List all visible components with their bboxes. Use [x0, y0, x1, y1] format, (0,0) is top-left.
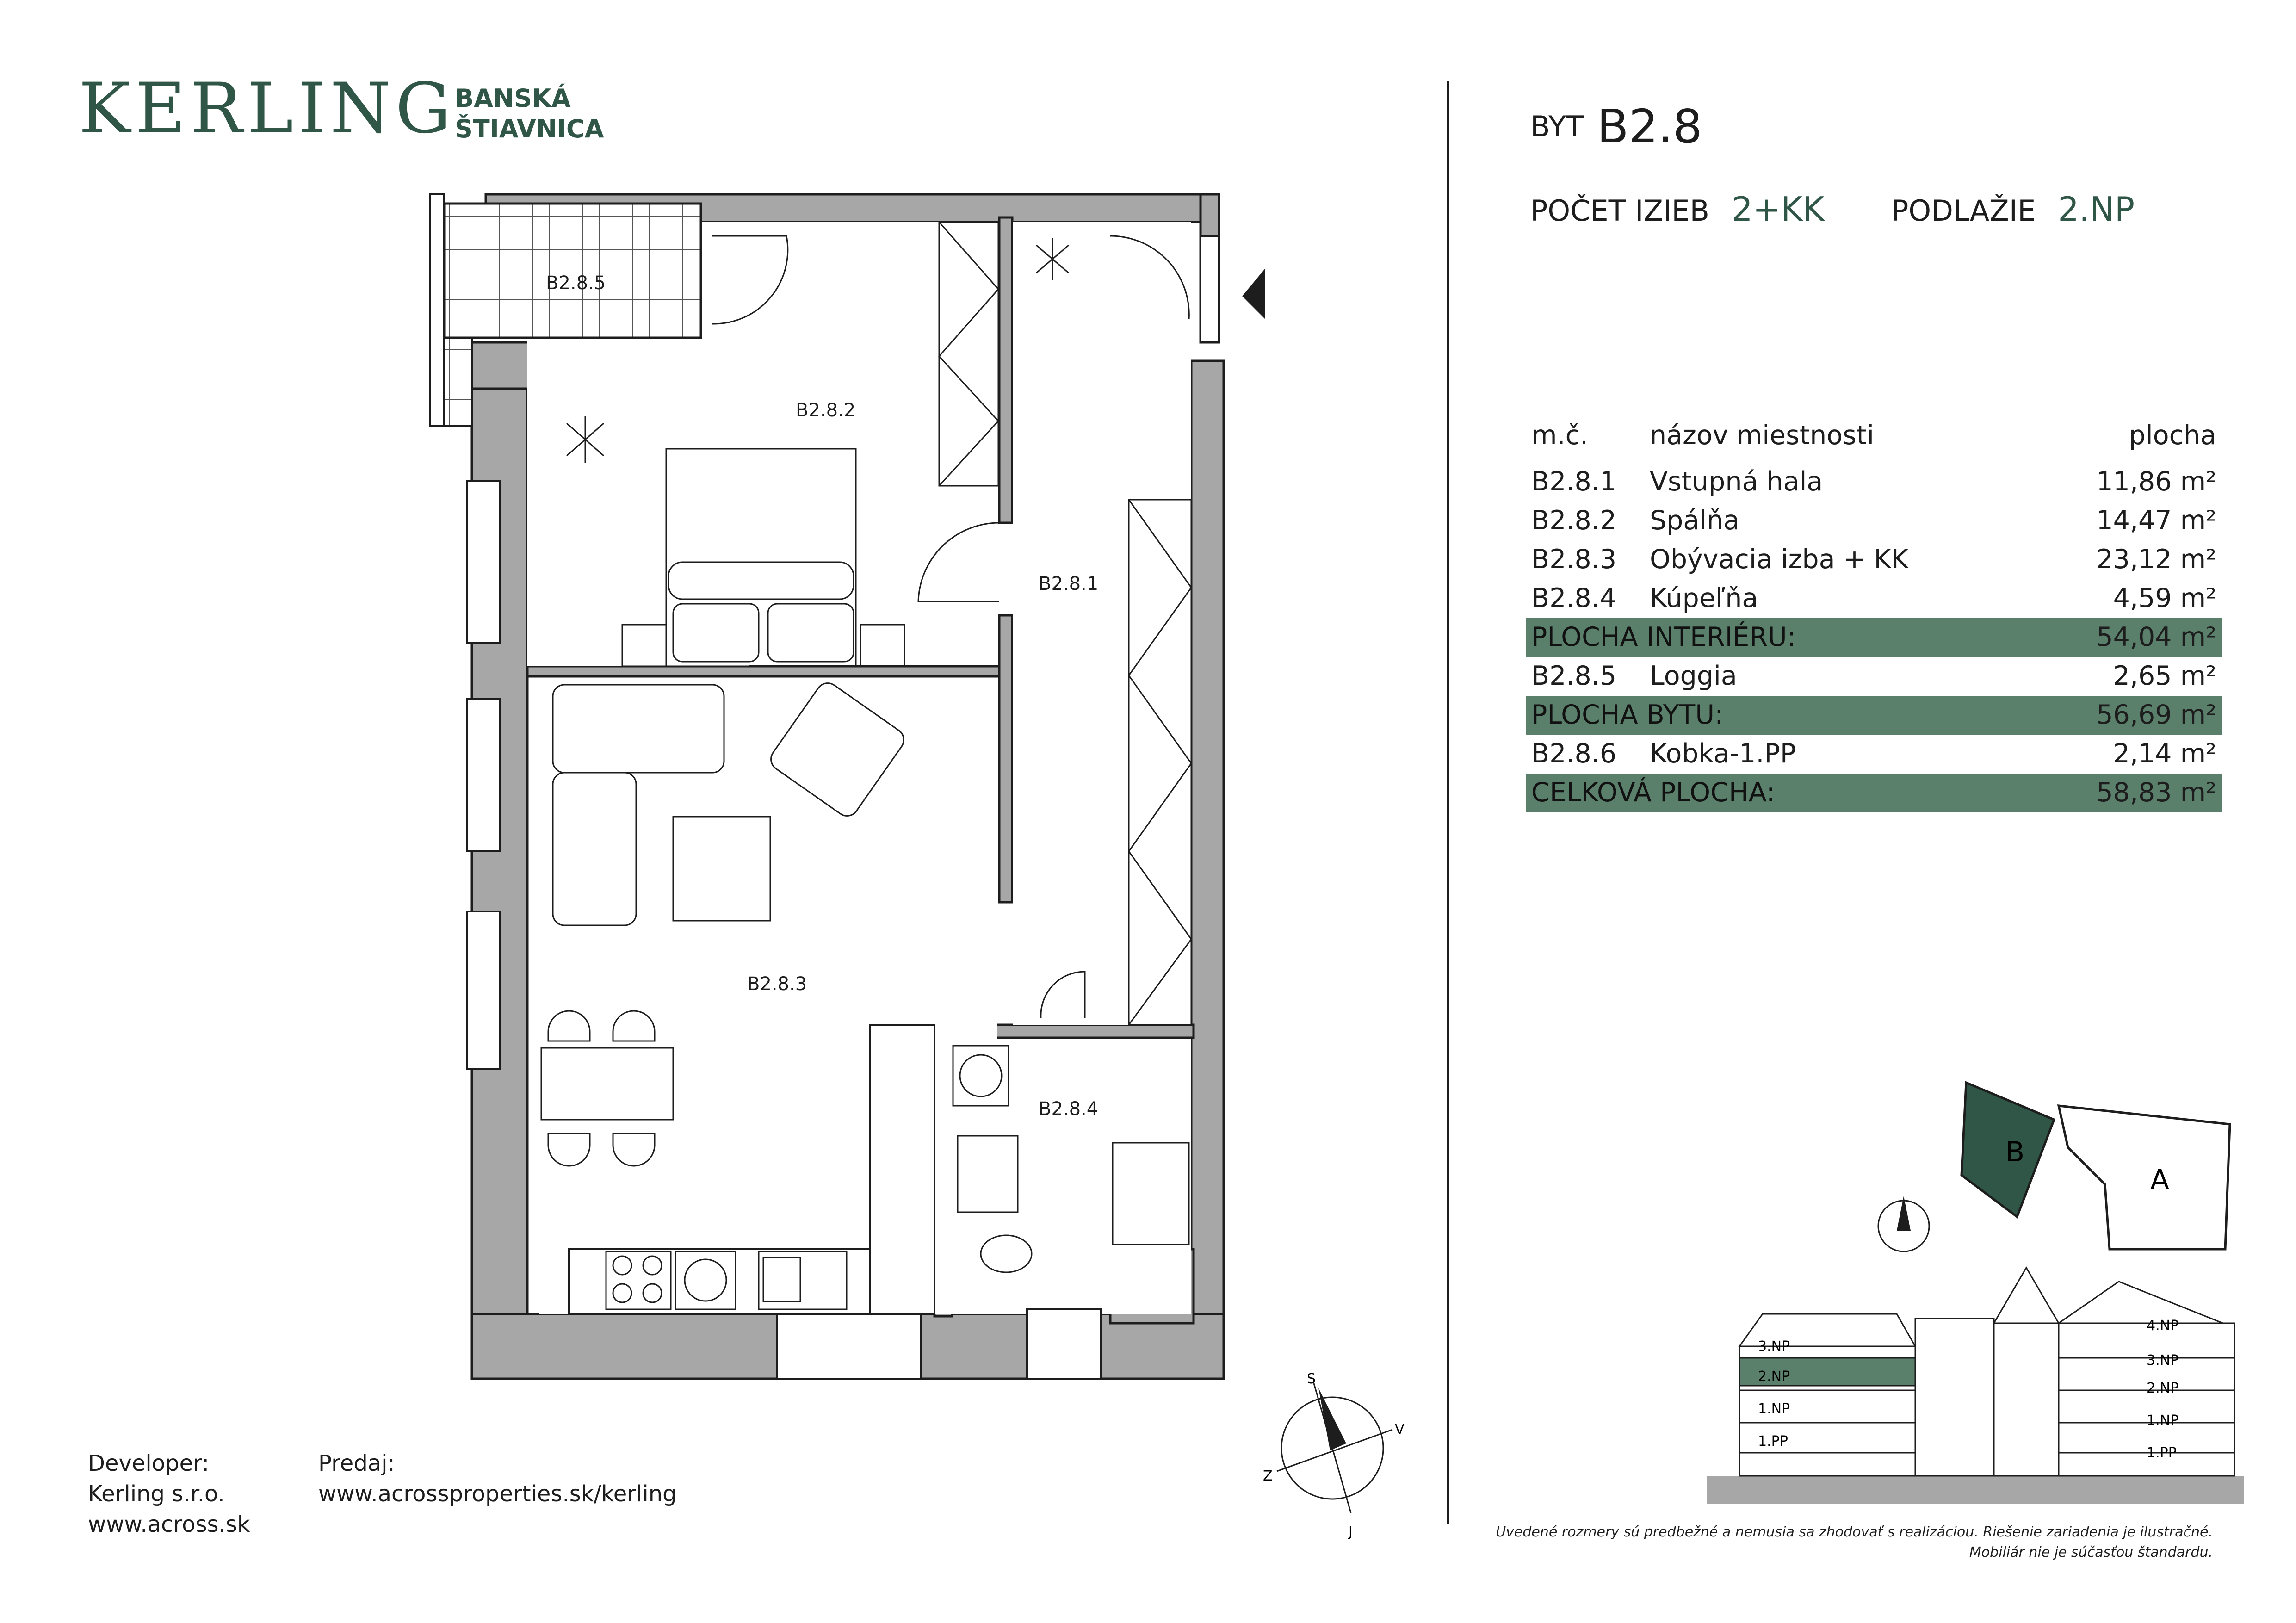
row-area: 4,59 m²	[2113, 583, 2216, 613]
rooms-value: 2+KK	[1732, 190, 1825, 229]
row-id: B2.8.6	[1531, 738, 1617, 769]
sale-block	[318, 1448, 677, 1509]
section-right-2np: 2.NP	[2147, 1380, 2179, 1396]
wall-hall-vertical	[999, 217, 1012, 523]
sale-web[interactable]: www.acrossproperties.sk/kerling	[318, 1481, 677, 1507]
section-left-3np: 3.NP	[1758, 1338, 1790, 1355]
developer-company: Kerling s.r.o.	[88, 1481, 225, 1507]
section-right-4np: 4.NP	[2147, 1318, 2179, 1334]
row-id: B2.8.1	[1531, 466, 1617, 497]
room-label-bath: B2.8.4	[1039, 1098, 1099, 1120]
row-name: Kobka-1.PP	[1650, 738, 1796, 769]
disclaimer-line2: Mobiliár nie je súčasťou štandardu.	[1969, 1544, 2213, 1561]
compass-s: S	[1307, 1371, 1316, 1387]
section-right-1pp: 1.PP	[2147, 1445, 2177, 1461]
room-label-loggia: B2.8.5	[546, 273, 606, 294]
brand-city-line2: ŠTIAVNICA	[455, 114, 604, 143]
loggia-railing	[430, 194, 444, 426]
building-section	[1702, 1249, 2248, 1508]
ground	[1707, 1476, 2244, 1504]
row-area: 2,65 m²	[2113, 661, 2216, 691]
section-left-1np: 1.NP	[1758, 1401, 1790, 1417]
row-id: B2.8.2	[1531, 505, 1617, 536]
floor-info	[1891, 190, 2135, 229]
loggia-floor-extension	[444, 338, 472, 426]
table-row	[1526, 657, 2222, 696]
disclaimer	[1380, 1522, 2213, 1563]
compass-z: Z	[1263, 1468, 1273, 1484]
row-area: 54,04 m²	[2096, 622, 2216, 652]
floor-value: 2.NP	[2058, 190, 2135, 229]
table-row	[1526, 579, 2222, 618]
row-area: 14,47 m²	[2096, 505, 2216, 536]
floor-plan	[398, 185, 1416, 1397]
row-id: B2.8.5	[1531, 661, 1617, 691]
section-right-3np: 3.NP	[2147, 1352, 2179, 1369]
rooms-info	[1530, 190, 1825, 229]
site-plan	[1850, 1064, 2258, 1258]
byt-label: BYT	[1530, 110, 1584, 143]
wall-hall-vertical-lower	[999, 615, 1012, 902]
header-id: m.č.	[1531, 420, 1589, 451]
loggia-tiles	[444, 204, 701, 338]
row-area: 2,14 m²	[2113, 738, 2216, 769]
table-row	[1526, 735, 2222, 774]
row-id: B2.8.3	[1531, 544, 1617, 575]
building-b-label: B	[2005, 1136, 2025, 1168]
table-row	[1526, 463, 2222, 502]
wall-mid-horizontal	[527, 666, 1009, 676]
table-row-grand-total	[1526, 774, 2222, 812]
table-row-apartment-total	[1526, 696, 2222, 735]
sale-label: Predaj:	[318, 1450, 395, 1476]
header-name: názov miestnosti	[1650, 420, 1875, 451]
rooms-label: POČET IZIEB	[1530, 194, 1709, 228]
row-name: Spálňa	[1650, 505, 1740, 536]
row-area: 56,69 m²	[2096, 700, 2216, 730]
wall-right	[1191, 361, 1224, 1379]
room-label-hall: B2.8.1	[1039, 573, 1099, 595]
developer-block	[88, 1448, 250, 1540]
row-name: Vstupná hala	[1650, 466, 1823, 497]
row-area: 11,86 m²	[2096, 466, 2216, 497]
apartment-title	[1530, 99, 1702, 154]
section-left-2np: 2.NP	[1758, 1369, 1790, 1385]
table-row	[1526, 502, 2222, 540]
section-right-1np: 1.NP	[2147, 1412, 2179, 1429]
brand-logo-text: KERLING	[79, 68, 456, 149]
header-area: plocha	[2129, 420, 2216, 451]
table-header	[1526, 416, 2222, 463]
byt-value: B2.8	[1597, 99, 1702, 154]
kitchen-column	[870, 1025, 934, 1314]
building-a-shape	[2059, 1106, 2230, 1249]
disclaimer-line1: Uvedené rozmery sú predbežné a nemusia sa zhodovať s realizáciou. Riešenie zariadenia je ilustračné.	[1496, 1524, 2213, 1540]
row-id: CELKOVÁ PLOCHA:	[1531, 777, 1775, 808]
compass-v: V	[1395, 1422, 1405, 1438]
room-label-bedroom: B2.8.2	[796, 400, 856, 421]
brand-city-line1: BANSKÁ	[455, 84, 571, 113]
room-floors	[527, 222, 1191, 1314]
row-name: Obývacia izba + KK	[1650, 544, 1909, 575]
building-a-label: A	[2150, 1164, 2170, 1196]
area-table	[1526, 416, 2222, 812]
row-area: 23,12 m²	[2096, 544, 2216, 575]
row-name: Kúpeľňa	[1650, 583, 1758, 613]
row-id: PLOCHA INTERIÉRU:	[1531, 622, 1796, 652]
row-name: Loggia	[1650, 661, 1737, 691]
table-row-interior-total	[1526, 618, 2222, 657]
section-left-1pp: 1.PP	[1758, 1433, 1788, 1450]
row-area: 58,83 m²	[2096, 777, 2216, 808]
row-id: B2.8.4	[1531, 583, 1617, 613]
table-row	[1526, 540, 2222, 579]
developer-label: Developer:	[88, 1450, 210, 1476]
developer-web[interactable]: www.across.sk	[88, 1511, 250, 1537]
floor-label: PODLAŽIE	[1891, 194, 2036, 228]
compass-j: J	[1349, 1524, 1353, 1540]
row-id: PLOCHA BYTU:	[1531, 700, 1724, 730]
entrance-marker	[1242, 268, 1265, 319]
vertical-divider	[1447, 81, 1449, 1524]
brand-city	[455, 83, 640, 144]
room-label-living: B2.8.3	[747, 973, 807, 995]
